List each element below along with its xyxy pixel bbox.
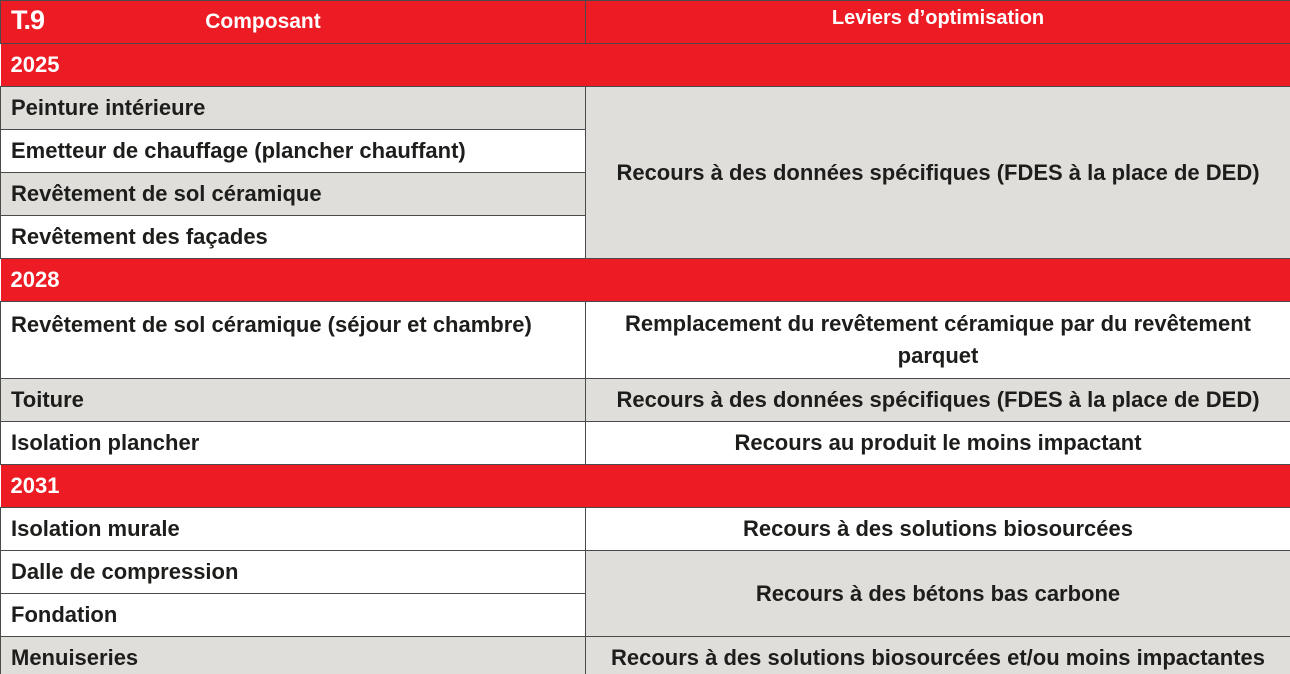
year-label: 2031 <box>1 465 1290 508</box>
lever-cell: Recours à des données spécifiques (FDES à la place de DED) <box>586 87 1290 259</box>
header-component <box>1 1 586 44</box>
lever-cell: Recours au produit le moins impactant <box>586 422 1290 465</box>
component-cell: Isolation plancher <box>1 422 586 465</box>
year-row-2031 <box>1 465 1290 508</box>
component-cell: Menuiseries <box>1 637 586 674</box>
lever-cell: Recours à des données spécifiques (FDES à la place de DED) <box>586 379 1290 422</box>
table-row <box>1 379 1290 422</box>
component-cell: Toiture <box>1 379 586 422</box>
table-header-row <box>1 1 1290 44</box>
component-cell: Fondation <box>1 594 586 637</box>
component-cell: Revêtement de sol céramique (séjour et chambre) <box>1 302 586 379</box>
component-cell: Isolation murale <box>1 508 586 551</box>
year-label: 2028 <box>1 259 1290 302</box>
year-row-2028 <box>1 259 1290 302</box>
table-row <box>1 302 1290 379</box>
table-row <box>1 87 1290 130</box>
header-levers: Leviers d’optimisation <box>586 1 1290 44</box>
component-cell: Revêtement des façades <box>1 216 586 259</box>
component-cell: Peinture intérieure <box>1 87 586 130</box>
component-cell: Emetteur de chauffage (plancher chauffant) <box>1 130 586 173</box>
lever-cell: Recours à des solutions biosourcées et/ou moins impactantes <box>586 637 1290 674</box>
year-label: 2025 <box>1 44 1290 87</box>
header-component-label: Composant <box>205 10 321 33</box>
table-row <box>1 422 1290 465</box>
table-row <box>1 508 1290 551</box>
table-row <box>1 637 1290 674</box>
lever-cell: Recours à des solutions biosourcées <box>586 508 1290 551</box>
component-cell: Revêtement de sol céramique <box>1 173 586 216</box>
lever-cell: Remplacement du revêtement céramique par du revêtement parquet <box>586 302 1290 379</box>
component-cell: Dalle de compression <box>1 551 586 594</box>
table-number: T.9 <box>11 5 45 35</box>
year-row-2025 <box>1 44 1290 87</box>
lever-cell: Recours à des bétons bas carbone <box>586 551 1290 637</box>
table-row <box>1 551 1290 594</box>
